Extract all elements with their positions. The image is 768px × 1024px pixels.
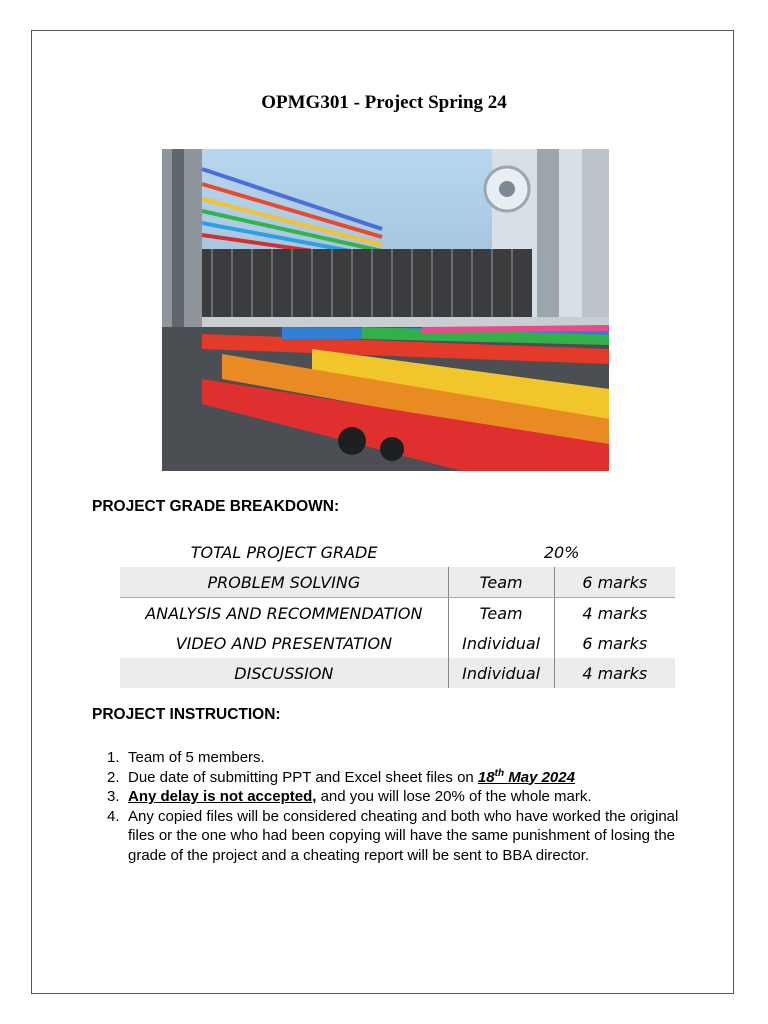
- due-date-day: 18: [477, 768, 495, 786]
- item-number: 1.: [107, 749, 120, 766]
- item-text: Due date of submitting PPT and Excel sheet files on: [128, 768, 478, 786]
- table-row: [120, 598, 675, 629]
- list-item: [107, 748, 697, 768]
- document-title: OPMG301 - Project Spring 24: [261, 92, 507, 113]
- table-row: [120, 628, 675, 658]
- grade-breakdown-table: [120, 537, 675, 688]
- component-name: ANALYSIS AND RECOMMENDATION: [145, 603, 423, 623]
- component-marks: 4 marks: [554, 598, 675, 629]
- grade-breakdown-heading: PROJECT GRADE BREAKDOWN:: [92, 498, 340, 515]
- component-type: Individual: [448, 628, 554, 658]
- textile-loom-image: [162, 149, 609, 471]
- list-item: [107, 787, 697, 807]
- item-text: Any copied files will be considered cheating and both who have worked the original files or the one who had been copying will have the same punishment of losing the grade of the project and a cheating report will be sent to BBA director.: [128, 807, 679, 864]
- component-name: DISCUSSION: [120, 658, 448, 688]
- instruction-heading: PROJECT INSTRUCTION:: [92, 706, 281, 723]
- table-row-total: [120, 537, 675, 567]
- component-type: Team: [448, 598, 554, 629]
- item-text: Team of 5 members.: [128, 749, 265, 766]
- item-number: 4.: [107, 807, 120, 825]
- table-row: [120, 567, 675, 598]
- total-grade-label: TOTAL PROJECT GRADE: [190, 542, 378, 562]
- component-marks: 6 marks: [554, 567, 675, 598]
- component-marks: 4 marks: [554, 658, 675, 688]
- table-row: [120, 658, 675, 688]
- item-text: and you will lose 20% of the whole mark.: [316, 788, 592, 805]
- due-date-rest: May 2024: [504, 768, 575, 786]
- due-date: [478, 769, 575, 786]
- delay-warning: Any delay is not accepted,: [128, 788, 317, 805]
- component-type: Team: [448, 567, 554, 598]
- list-item: [107, 807, 697, 866]
- component-name: PROBLEM SOLVING: [120, 567, 448, 598]
- item-number: 2.: [107, 768, 120, 786]
- due-date-suffix: th: [494, 767, 505, 779]
- component-name: VIDEO AND PRESENTATION: [175, 633, 393, 653]
- instruction-list: [107, 748, 697, 865]
- item-number: 3.: [107, 788, 120, 805]
- total-grade-value: 20%: [543, 542, 580, 562]
- list-item: [107, 768, 697, 788]
- component-marks: 6 marks: [554, 628, 675, 658]
- component-type: Individual: [448, 658, 554, 688]
